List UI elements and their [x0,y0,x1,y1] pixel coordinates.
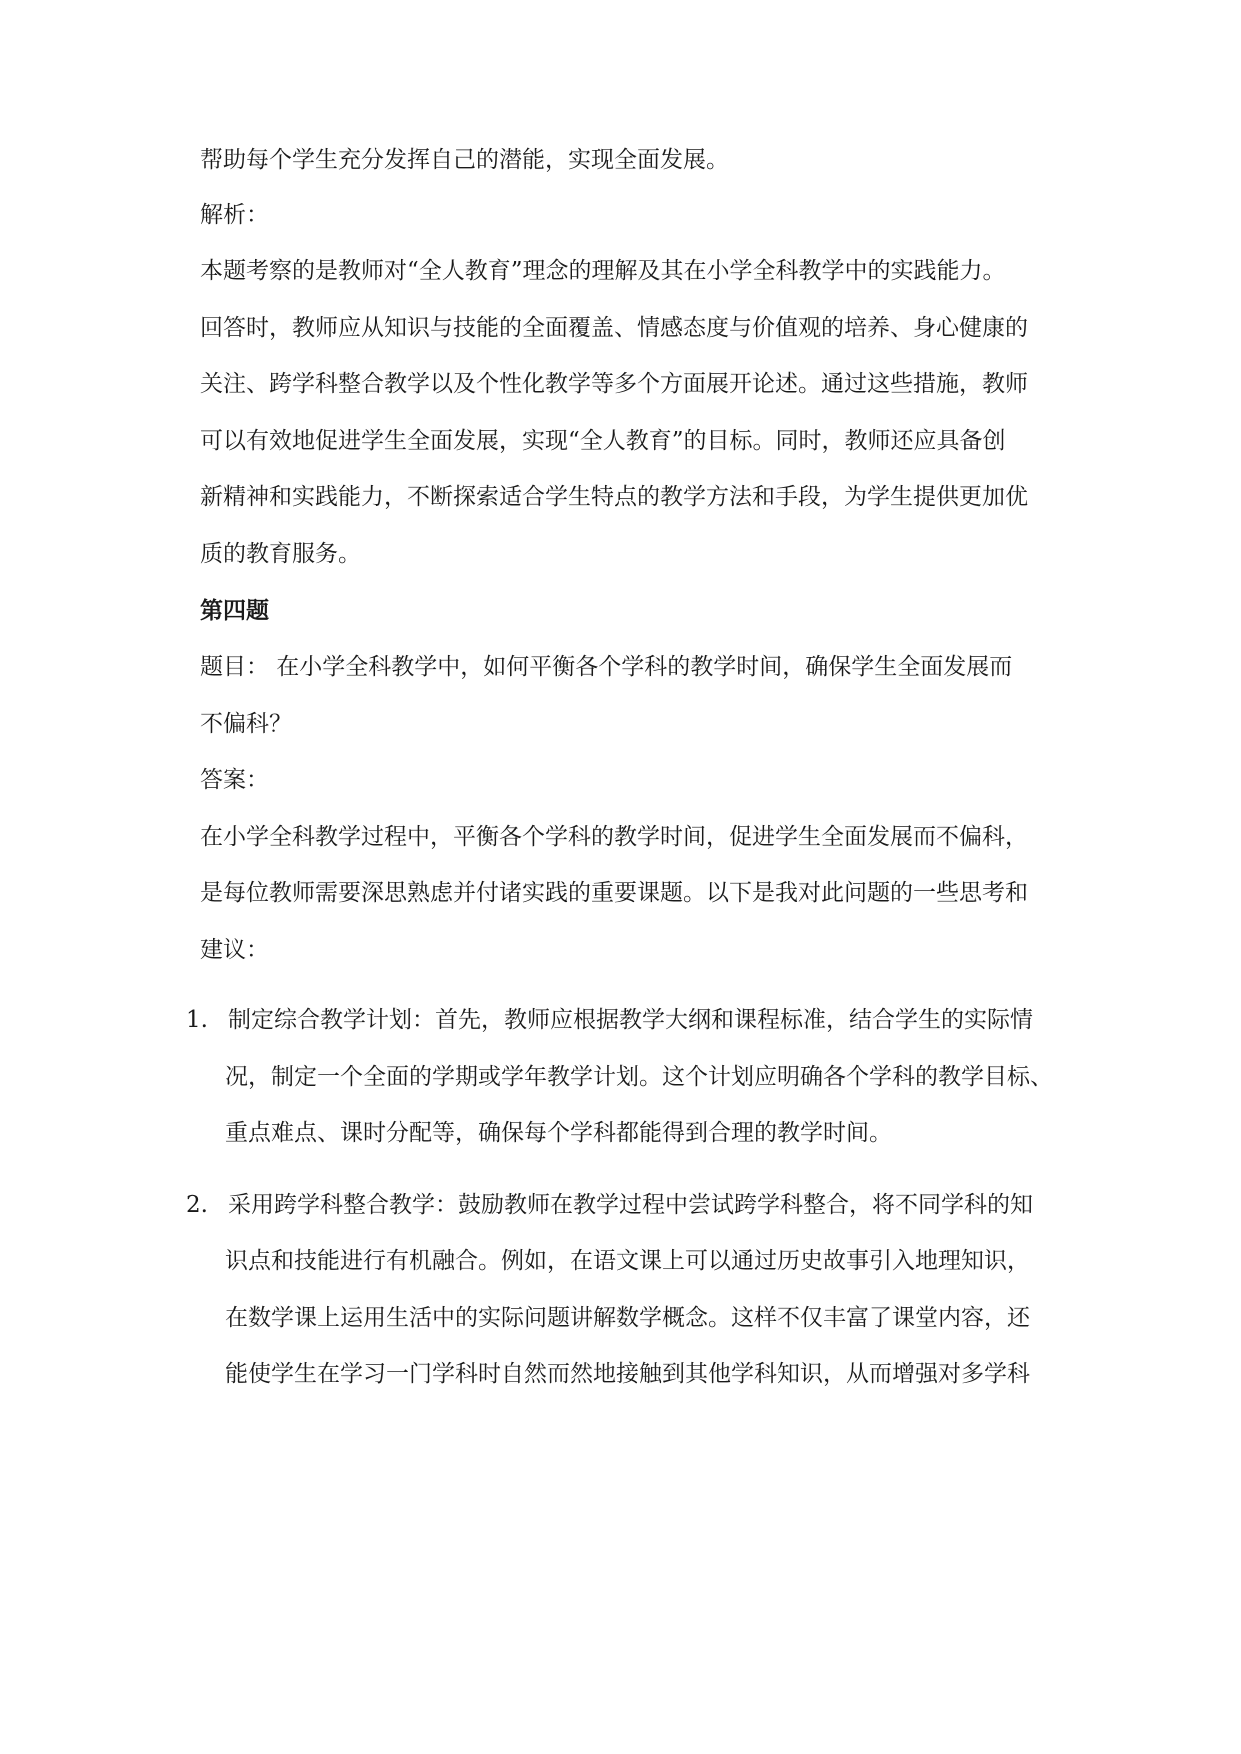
list-item-line: 在数学课上运用生活中的实际问题讲解数学概念。这样不仅丰富了课堂内容，还 [225,1305,1030,1331]
text-line: 质的教育服务。 [200,541,361,567]
answer-line: 在小学全科教学过程中，平衡各个学科的教学时间，促进学生全面发展而不偏科， [200,824,1028,850]
list-item-line: 制定综合教学计划：首先，教师应根据教学大纲和课程标准，结合学生的实际情 [228,1007,1033,1033]
list-item-line: 识点和技能进行有机融合。例如，在语文课上可以通过历史故事引入地理知识， [225,1248,1030,1274]
text-line: 新精神和实践能力，不断探索适合学生特点的教学方法和手段，为学生提供更加优 [200,484,1028,510]
question-line: 不偏科？ [200,711,292,737]
list-item-line: 能使学生在学习一门学科时自然而然地接触到其他学科知识，从而增强对多学科 [225,1361,1030,1387]
list-number: 1. [186,1007,208,1033]
text-line: 可以有效地促进学生全面发展，实现“全人教育”的目标。同时，教师还应具备创 [200,428,1006,454]
answer-label: 答案： [200,767,269,793]
list-item-line: 重点难点、课时分配等，确保每个学科都能得到合理的教学时间。 [225,1120,892,1146]
text-line: 回答时，教师应从知识与技能的全面覆盖、情感态度与价值观的培养、身心健康的 [200,315,1028,341]
question-line: 题目： 在小学全科教学中，如何平衡各个学科的教学时间，确保学生全面发展而 [200,654,1013,680]
list-number: 2. [186,1192,208,1218]
answer-line: 是每位教师需要深思熟虑并付诸实践的重要课题。以下是我对此问题的一些思考和 [200,880,1028,906]
text-line: 本题考察的是教师对“全人教育”理念的理解及其在小学全科教学中的实践能力。 [200,258,1006,284]
text-line: 帮助每个学生充分发挥自己的潜能，实现全面发展。 [200,147,729,173]
section-title: 第四题 [200,597,269,624]
text-line: 关注、跨学科整合教学以及个性化教学等多个方面展开论述。通过这些措施，教师 [200,371,1028,397]
answer-line: 建议： [200,937,269,963]
list-item-line: 况，制定一个全面的学期或学年教学计划。这个计划应明确各个学科的教学目标、 [225,1064,1053,1090]
list-item-line: 采用跨学科整合教学：鼓励教师在教学过程中尝试跨学科整合，将不同学科的知 [228,1192,1033,1218]
analysis-label: 解析： [200,202,269,228]
